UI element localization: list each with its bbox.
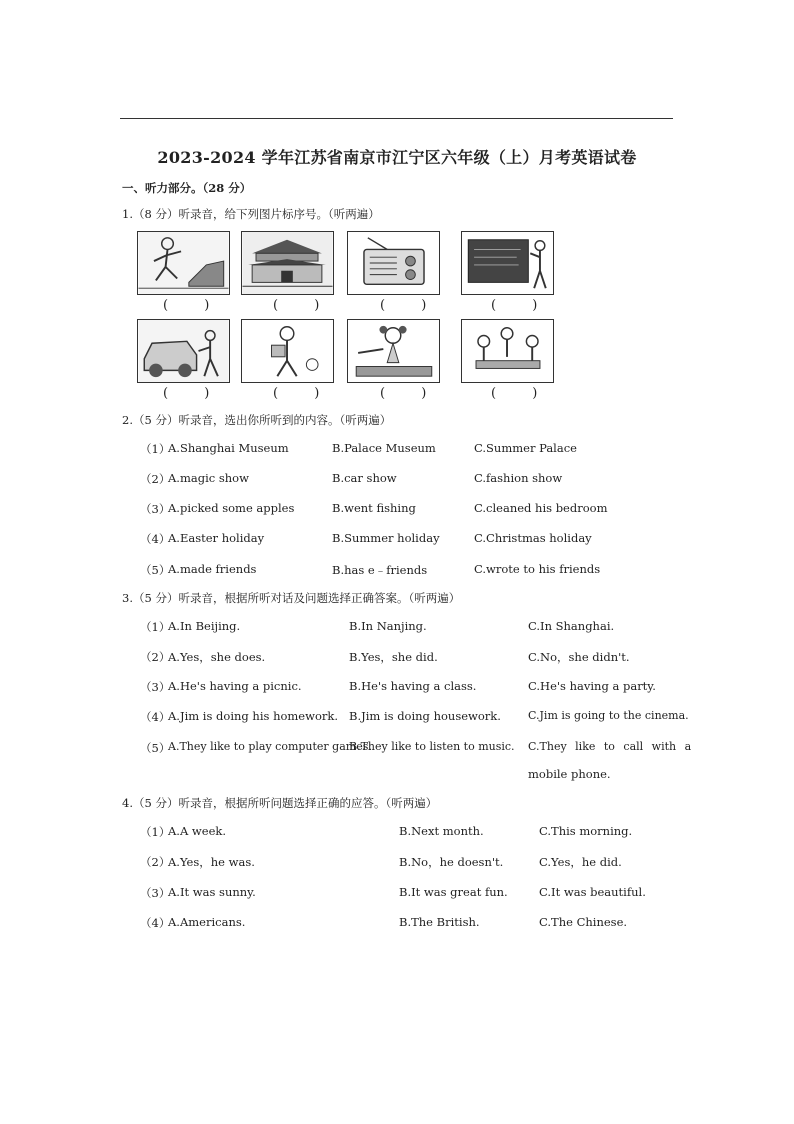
q2-item-number: （1）	[140, 442, 171, 456]
q4-option-a[interactable]: A.Americans.	[168, 915, 246, 929]
answer-paren[interactable]: ( )	[380, 386, 443, 401]
q2-option-b[interactable]: B.has e﹣friends	[332, 563, 428, 577]
answer-paren[interactable]: ( )	[491, 298, 554, 313]
q4-option-a[interactable]: A.It was sunny.	[168, 885, 256, 899]
section-heading-listening: 一、听力部分。（28 分）	[122, 181, 252, 195]
q2-item-number: （3）	[140, 502, 171, 516]
q2-option-c[interactable]: C.Summer Palace	[474, 441, 577, 455]
teacher-blackboard-icon	[461, 231, 554, 295]
q3-option-a[interactable]: A.Jim is doing his homework.	[168, 709, 339, 723]
q3-option-c[interactable]: C.In Shanghai.	[528, 619, 615, 633]
q3-option-c-continued: mobile phone.	[528, 767, 611, 781]
q4-option-b[interactable]: B.Next month.	[399, 824, 484, 838]
girl-cooking-icon	[347, 319, 440, 383]
q4-option-a[interactable]: A.A week.	[168, 824, 226, 838]
family-party-icon	[461, 319, 554, 383]
q2-instruction: 2.（5 分）听录音，选出你所听到的内容。（听两遍）	[122, 413, 392, 427]
answer-paren[interactable]: ( )	[163, 298, 226, 313]
q2-option-c[interactable]: C.wrote to his friends	[474, 562, 601, 576]
q2-item-number: （4）	[140, 532, 171, 546]
q2-option-c[interactable]: C.cleaned his bedroom	[474, 501, 608, 515]
answer-paren[interactable]: ( )	[380, 298, 443, 313]
q3-option-a[interactable]: A.He's having a picnic.	[168, 679, 302, 693]
boy-running-icon	[137, 231, 230, 295]
q3-option-c[interactable]: C.No，she didn't.	[528, 650, 630, 664]
q4-item-number: （4）	[140, 916, 171, 930]
q3-option-b[interactable]: B.Yes，she did.	[349, 650, 438, 664]
q4-option-c[interactable]: C.It was beautiful.	[539, 885, 646, 899]
q4-option-c[interactable]: C.This morning.	[539, 824, 633, 838]
q3-option-c[interactable]: C.They like to call with a	[528, 740, 692, 753]
q3-option-b[interactable]: B.Jim is doing housework.	[349, 709, 501, 723]
washing-car-icon	[137, 319, 230, 383]
q4-option-b[interactable]: B.The British.	[399, 915, 480, 929]
q2-item-number: （5）	[140, 563, 171, 577]
q2-option-a[interactable]: A.magic show	[168, 471, 249, 485]
q3-instruction: 3.（5 分）听录音，根据所听对话及问题选择正确答案。（听两遍）	[122, 591, 461, 605]
q2-option-a[interactable]: A.made friends	[168, 562, 257, 576]
page-title: 2023-2024 学年江苏省南京市江宁区六年级（上）月考英语试卷	[157, 148, 637, 167]
q3-option-b[interactable]: B.They like to listen to music.	[349, 740, 515, 753]
q2-option-a[interactable]: A.picked some apples	[168, 501, 295, 515]
q3-item-number: （1）	[140, 620, 171, 634]
q3-item-number: （2）	[140, 650, 171, 664]
q3-option-c[interactable]: C.Jim is going to the cinema.	[528, 709, 689, 722]
q3-item-number: （4）	[140, 710, 171, 724]
q4-option-a[interactable]: A.Yes，he was.	[168, 855, 255, 869]
header-rule	[120, 118, 673, 119]
boy-reading-icon	[241, 319, 334, 383]
q2-option-c[interactable]: C.Christmas holiday	[474, 531, 592, 545]
q3-option-a[interactable]: A.In Beijing.	[168, 619, 241, 633]
q4-option-c[interactable]: C.Yes，he did.	[539, 855, 622, 869]
q1-instruction: 1.（8 分）听录音，给下列图片标序号。（听两遍）	[122, 207, 380, 221]
q4-item-number: （1）	[140, 825, 171, 839]
answer-paren[interactable]: ( )	[163, 386, 226, 401]
q3-option-a[interactable]: A.Yes，she does.	[168, 650, 266, 664]
q2-option-b[interactable]: B.went fishing	[332, 501, 416, 515]
q2-option-a[interactable]: A.Shanghai Museum	[168, 441, 289, 455]
q2-option-c[interactable]: C.fashion show	[474, 471, 563, 485]
q3-option-b[interactable]: B.In Nanjing.	[349, 619, 427, 633]
q2-option-b[interactable]: B.Summer holiday	[332, 531, 440, 545]
q3-option-c[interactable]: C.He's having a party.	[528, 679, 656, 693]
q4-item-number: （3）	[140, 886, 171, 900]
q2-option-a[interactable]: A.Easter holiday	[168, 531, 265, 545]
radio-icon	[347, 231, 440, 295]
q3-item-number: （3）	[140, 680, 171, 694]
q4-option-b[interactable]: B.No，he doesn't.	[399, 855, 504, 869]
q2-option-b[interactable]: B.car show	[332, 471, 397, 485]
answer-paren[interactable]: ( )	[491, 386, 554, 401]
q3-option-a[interactable]: A.They like to play computer games.	[168, 740, 372, 753]
q2-item-number: （2）	[140, 472, 171, 486]
q3-option-b[interactable]: B.He's having a class.	[349, 679, 477, 693]
answer-paren[interactable]: ( )	[273, 386, 336, 401]
q4-item-number: （2）	[140, 855, 171, 869]
q4-instruction: 4.（5 分）听录音，根据所听问题选择正确的应答。（听两遍）	[122, 796, 438, 810]
q4-option-b[interactable]: B.It was great fun.	[399, 885, 508, 899]
q3-item-number: （5）	[140, 741, 171, 755]
q4-option-c[interactable]: C.The Chinese.	[539, 915, 628, 929]
palace-building-icon	[241, 231, 334, 295]
answer-paren[interactable]: ( )	[273, 298, 336, 313]
q2-option-b[interactable]: B.Palace Museum	[332, 441, 436, 455]
